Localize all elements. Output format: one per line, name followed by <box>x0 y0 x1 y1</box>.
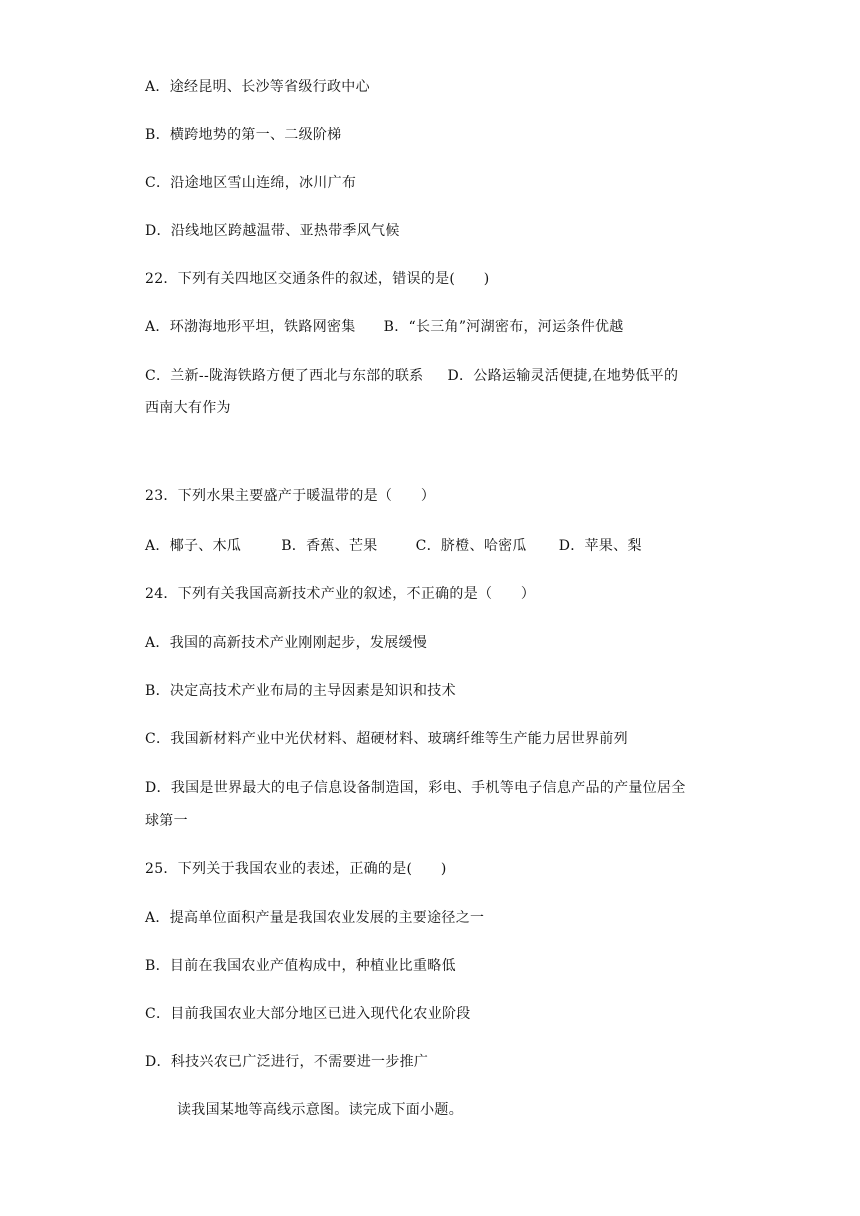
q25-option-b: B．目前在我国农业产值构成中，种植业比重略低 <box>145 958 456 974</box>
q25-stem: 25．下列关于我国农业的表述，正确的是( ) <box>145 861 447 877</box>
q24-option-d: D．我国是世界最大的电子信息设备制造国，彩电、手机等电子信息产品的产量位居全 <box>145 780 686 796</box>
q22-option-d: D．公路运输灵活便捷,在地势低平的 <box>447 368 679 384</box>
q22-option-a: A．环渤海地形平坦，铁路网密集 <box>145 319 356 335</box>
q24-option-d-continued: 球第一 <box>145 813 188 829</box>
instruction-text: 读我国某地等高线示意图。读完成下面小题。 <box>177 1102 463 1118</box>
q23-options <box>145 536 642 556</box>
q22-options-cd <box>145 366 678 386</box>
q24-option-b: B．决定高技术产业布局的主导因素是知识和技术 <box>145 683 456 699</box>
q21-option-c: C．沿途地区雪山连绵，冰川广布 <box>145 175 357 191</box>
q22-option-d-continued: 西南大有作为 <box>145 400 231 416</box>
q23-option-d: D．苹果、梨 <box>558 538 642 554</box>
q23-option-b: B．香蕉、芒果 <box>281 538 378 554</box>
q22-option-c: C．兰新--陇海铁路方便了西北与东部的联系 <box>145 368 424 384</box>
q22-stem: 22．下列有关四地区交通条件的叙述，错误的是( ) <box>145 271 490 287</box>
q24-option-a: A．我国的高新技术产业刚刚起步，发展缓慢 <box>145 635 428 651</box>
q23-stem: 23．下列水果主要盛产于暖温带的是（ ） <box>145 488 436 504</box>
q22-option-b: B．“长三角”河湖密布，河运条件优越 <box>383 319 624 335</box>
q23-option-a: A．椰子、木瓜 <box>145 538 242 554</box>
q24-option-c: C．我国新材料产业中光伏材料、超硬材料、玻璃纤维等生产能力居世界前列 <box>145 731 628 747</box>
q25-option-a: A．提高单位面积产量是我国农业发展的主要途径之一 <box>145 910 485 926</box>
q25-option-d: D．科技兴农已广泛进行，不需要进一步推广 <box>145 1054 429 1070</box>
q21-option-b: B．横跨地势的第一、二级阶梯 <box>145 127 342 143</box>
q24-stem: 24．下列有关我国高新技术产业的叙述，不正确的是（ ） <box>145 586 536 602</box>
q21-option-d: D．沿线地区跨越温带、亚热带季风气候 <box>145 223 400 239</box>
q25-option-c: C．目前我国农业大部分地区已进入现代化农业阶段 <box>145 1006 471 1022</box>
q21-option-a: A．途经昆明、长沙等省级行政中心 <box>145 79 370 95</box>
q22-options-ab <box>145 317 624 337</box>
q23-option-c: C．脐橙、哈密瓜 <box>415 538 527 554</box>
